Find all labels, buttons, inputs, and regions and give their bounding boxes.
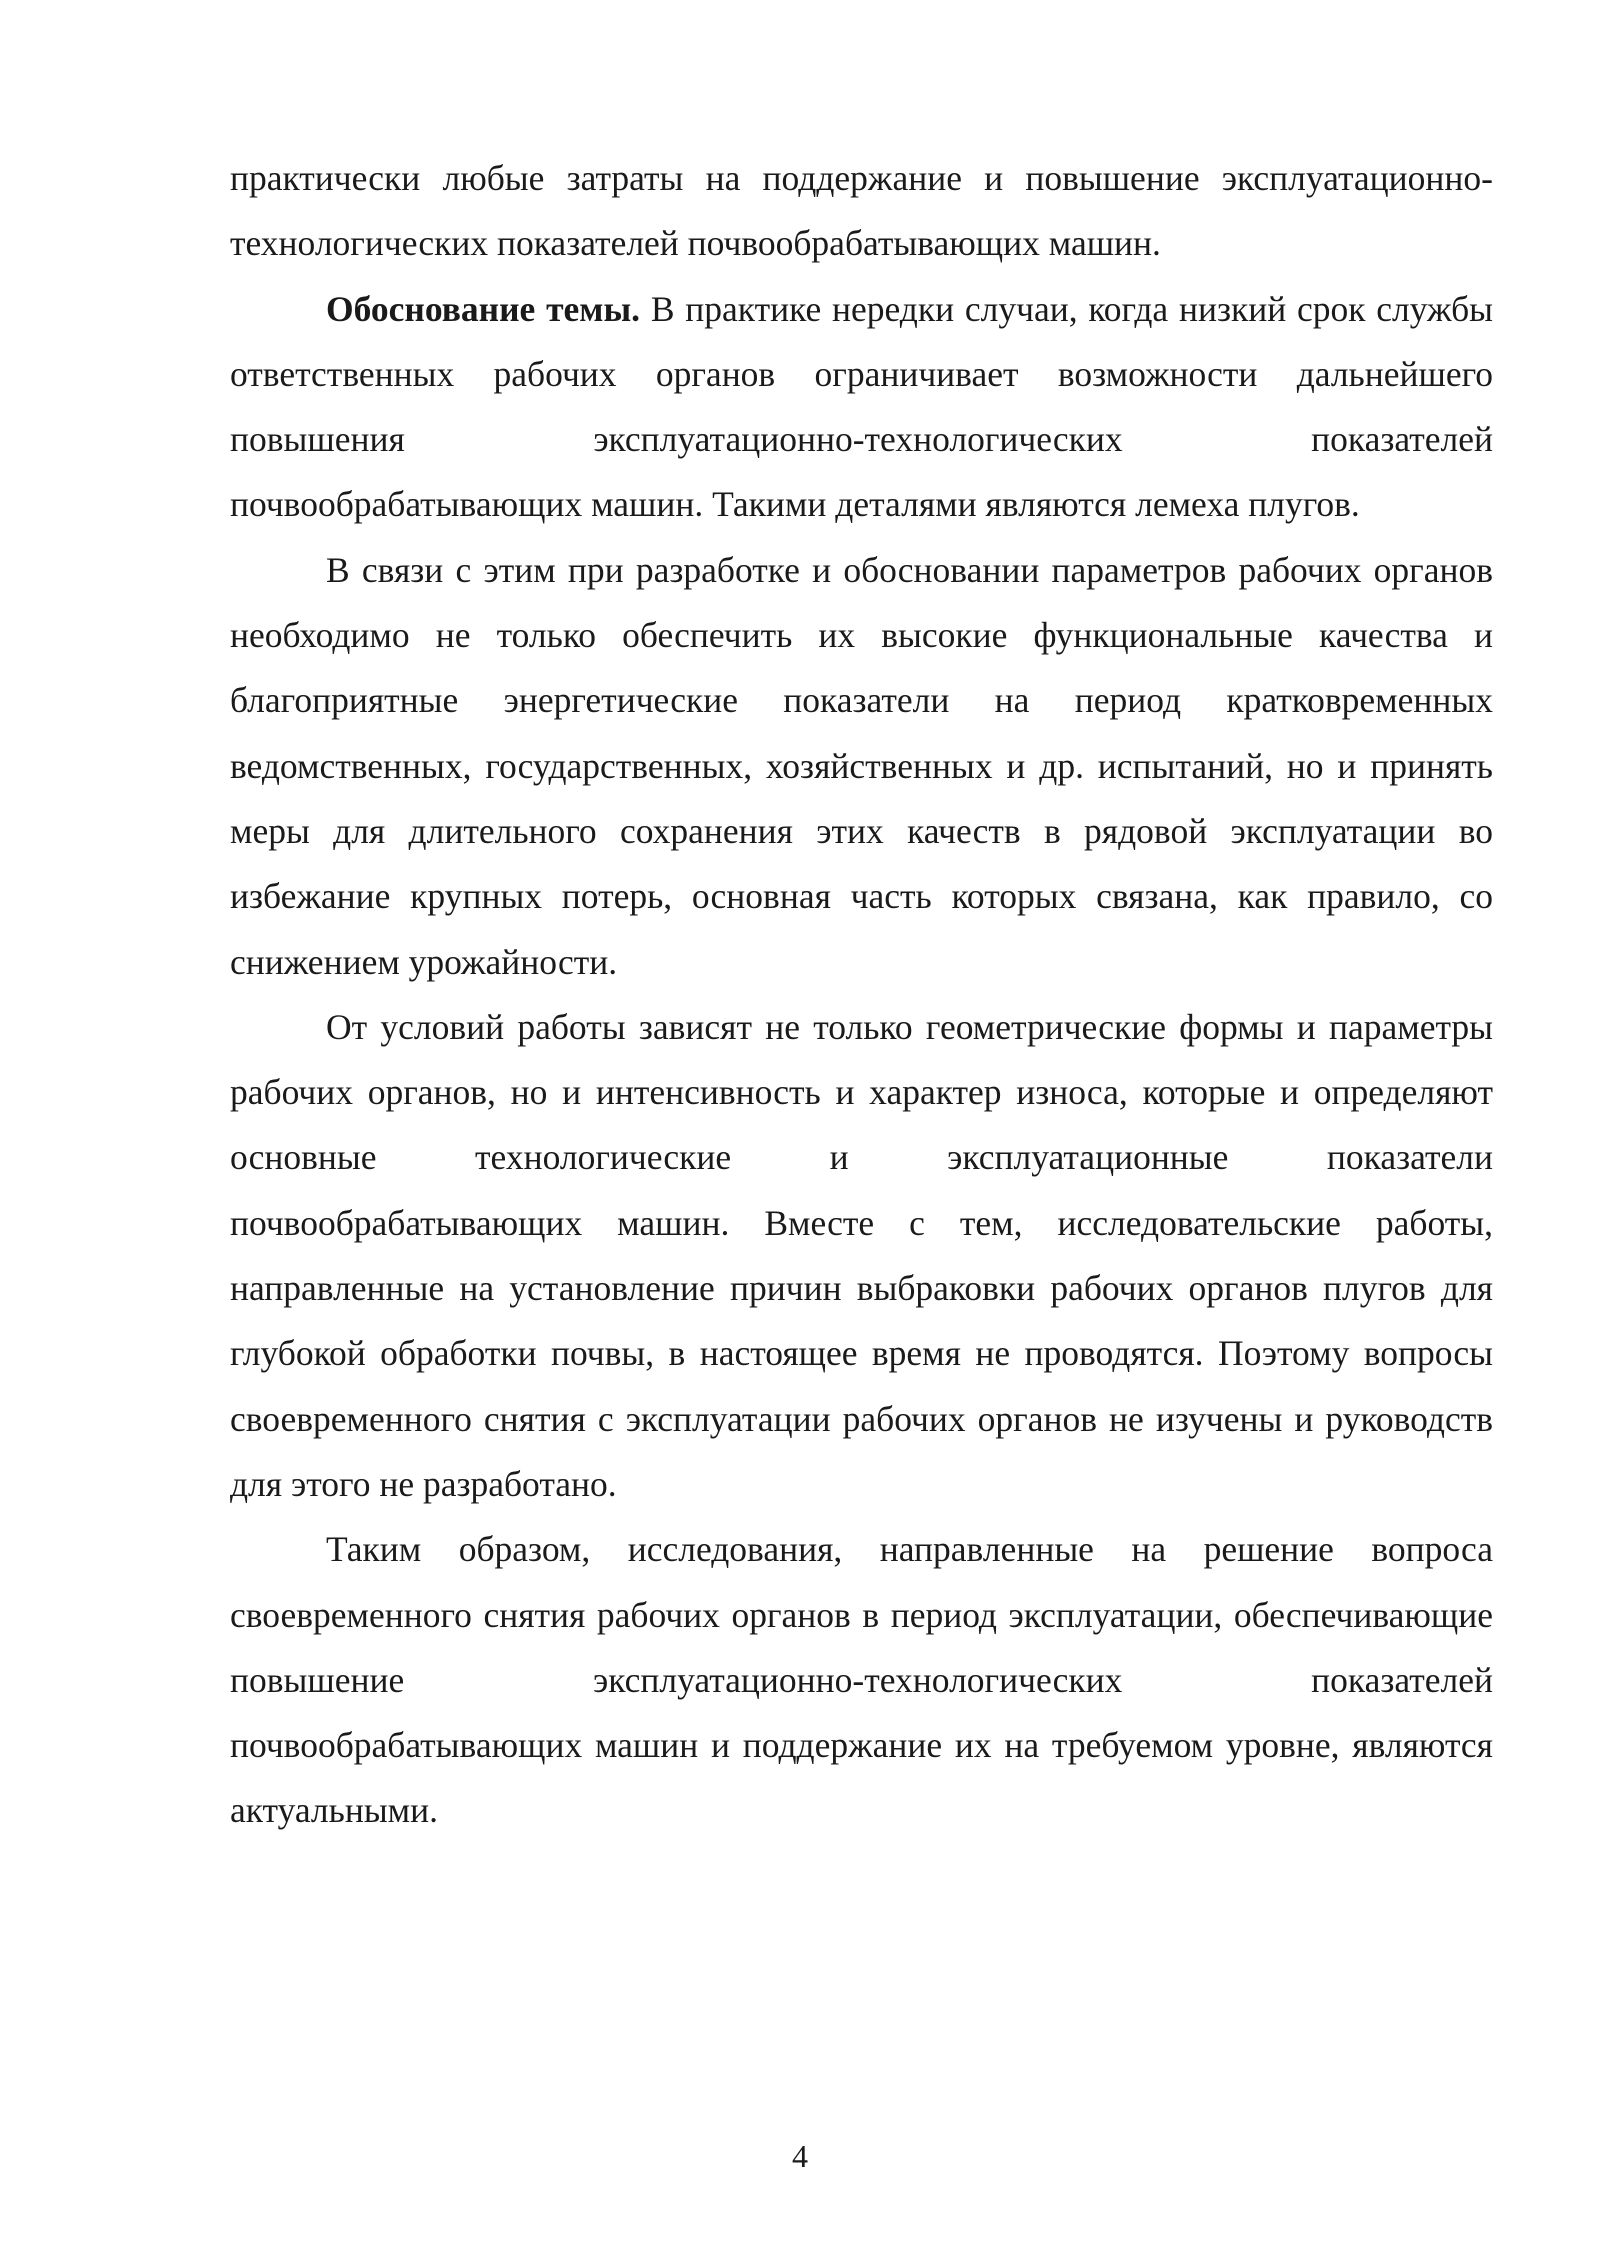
paragraph: В связи с этим при разработке и обосновании параметров рабочих органов необходимо не только обеспечить их высокие функциональные качества и благоприятные энергетические показатели на период кратковременных ведомственных, государственных, хозяйственных и др. испытаний, но и принять меры для длительного сохранения этих качеств в рядовой эксплуатации во избежание крупных потерь, основная часть которых связана, как правило, со снижением урожайности.	[230, 549, 1493, 982]
paragraph-topic-justification	[230, 277, 1493, 538]
paragraph-text: В практике нередки случаи, когда низкий срок службы ответственных рабочих органов ограничивает возможности дальнейшего повышения эксплуатационно-технологических показателей почвообрабатывающих машин. Такими деталями являются лемеха плугов.	[230, 288, 1493, 525]
section-heading-inline: Обоснование темы.	[326, 288, 641, 329]
paragraph: От условий работы зависят не только геометрические формы и параметры рабочих органов, но и интенсивность и характер износа, которые и определяют основные технологические и эксплуатационные показатели почвообрабатывающих машин. Вместе с тем, исследовательские работы, направленные на установление причин выбраковки рабочих органов плугов для глубокой обработки почвы, в настоящее время не проводятся. Поэтому вопросы своевременного снятия с эксплуатации рабочих органов не изучены и руководств для этого не разработано.	[230, 1006, 1493, 1504]
document-body	[230, 146, 1493, 1844]
page-number: 4	[792, 2138, 808, 2174]
paragraph-continuation: практически любые затраты на поддержание и повышение эксплуатационно-технологических показателей почвообрабатывающих машин.	[230, 158, 1493, 264]
paragraph: Таким образом, исследования, направленные на решение вопроса своевременного снятия рабочих органов в период эксплуатации, обеспечивающие повышение эксплуатационно-технологических показателей почвообрабатывающих машин и поддержание их на требуемом уровне, являются актуальными.	[230, 1529, 1493, 1831]
